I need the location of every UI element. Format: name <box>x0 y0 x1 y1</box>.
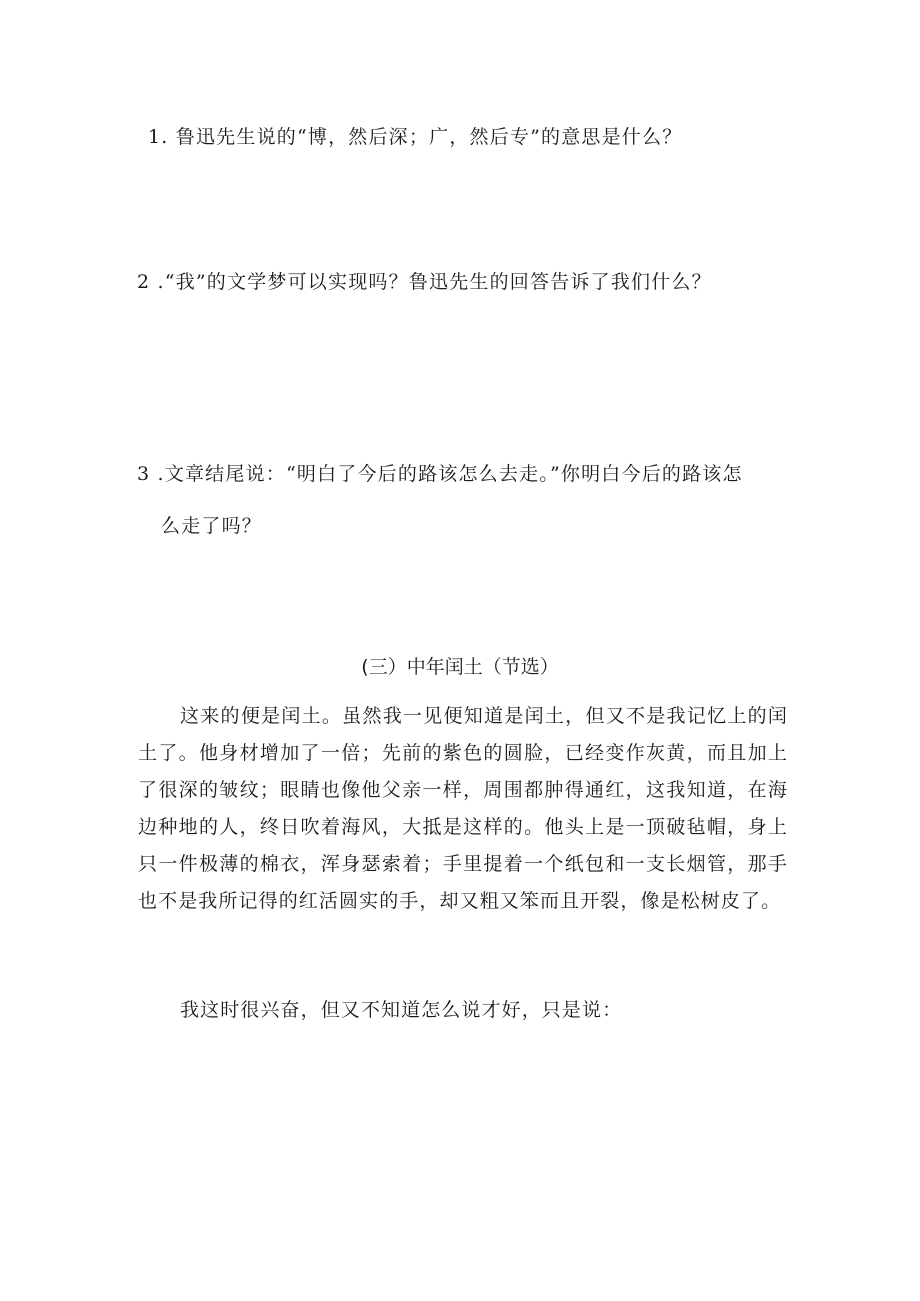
question-1: 1. 鲁迅先生说的“博，然后深；广，然后专”的意思是什么？ <box>148 126 683 148</box>
question-2: 2 .“我”的文学梦可以实现吗？鲁迅先生的回答告诉了我们什么？ <box>137 271 712 293</box>
paragraph-2: 我这时很兴奋，但又不知道怎么说才好，只是说： <box>180 999 623 1021</box>
paragraph-1: 这来的便是闰土。虽然我一见便知道是闰土，但又不是我记忆上的闰土了。他身材增加了一倍；先前的紫色的圆脸，已经变作灰黄，而且加上了很深的皱纹；眼睛也像他父亲一样，周围都肿得通红，这我知道，在海边种地的人，终日吹着海风，大抵是这样的。他头上是一顶破毡帽，身上只一件极薄的棉衣，浑身瑟索着；手里提着一个纸包和一支长烟管，那手也不是我所记得的红活圆实的手，却又粗又笨而且开裂，像是松树皮了。 <box>138 705 788 912</box>
question-3-line-2: 么走了吗？ <box>161 515 263 537</box>
question-3-line-1: 3 .文章结尾说：“明白了今后的路该怎么去走。”你明白今后的路该怎 <box>137 463 743 485</box>
section-heading: (三）中年闰土（节选） <box>361 656 559 678</box>
